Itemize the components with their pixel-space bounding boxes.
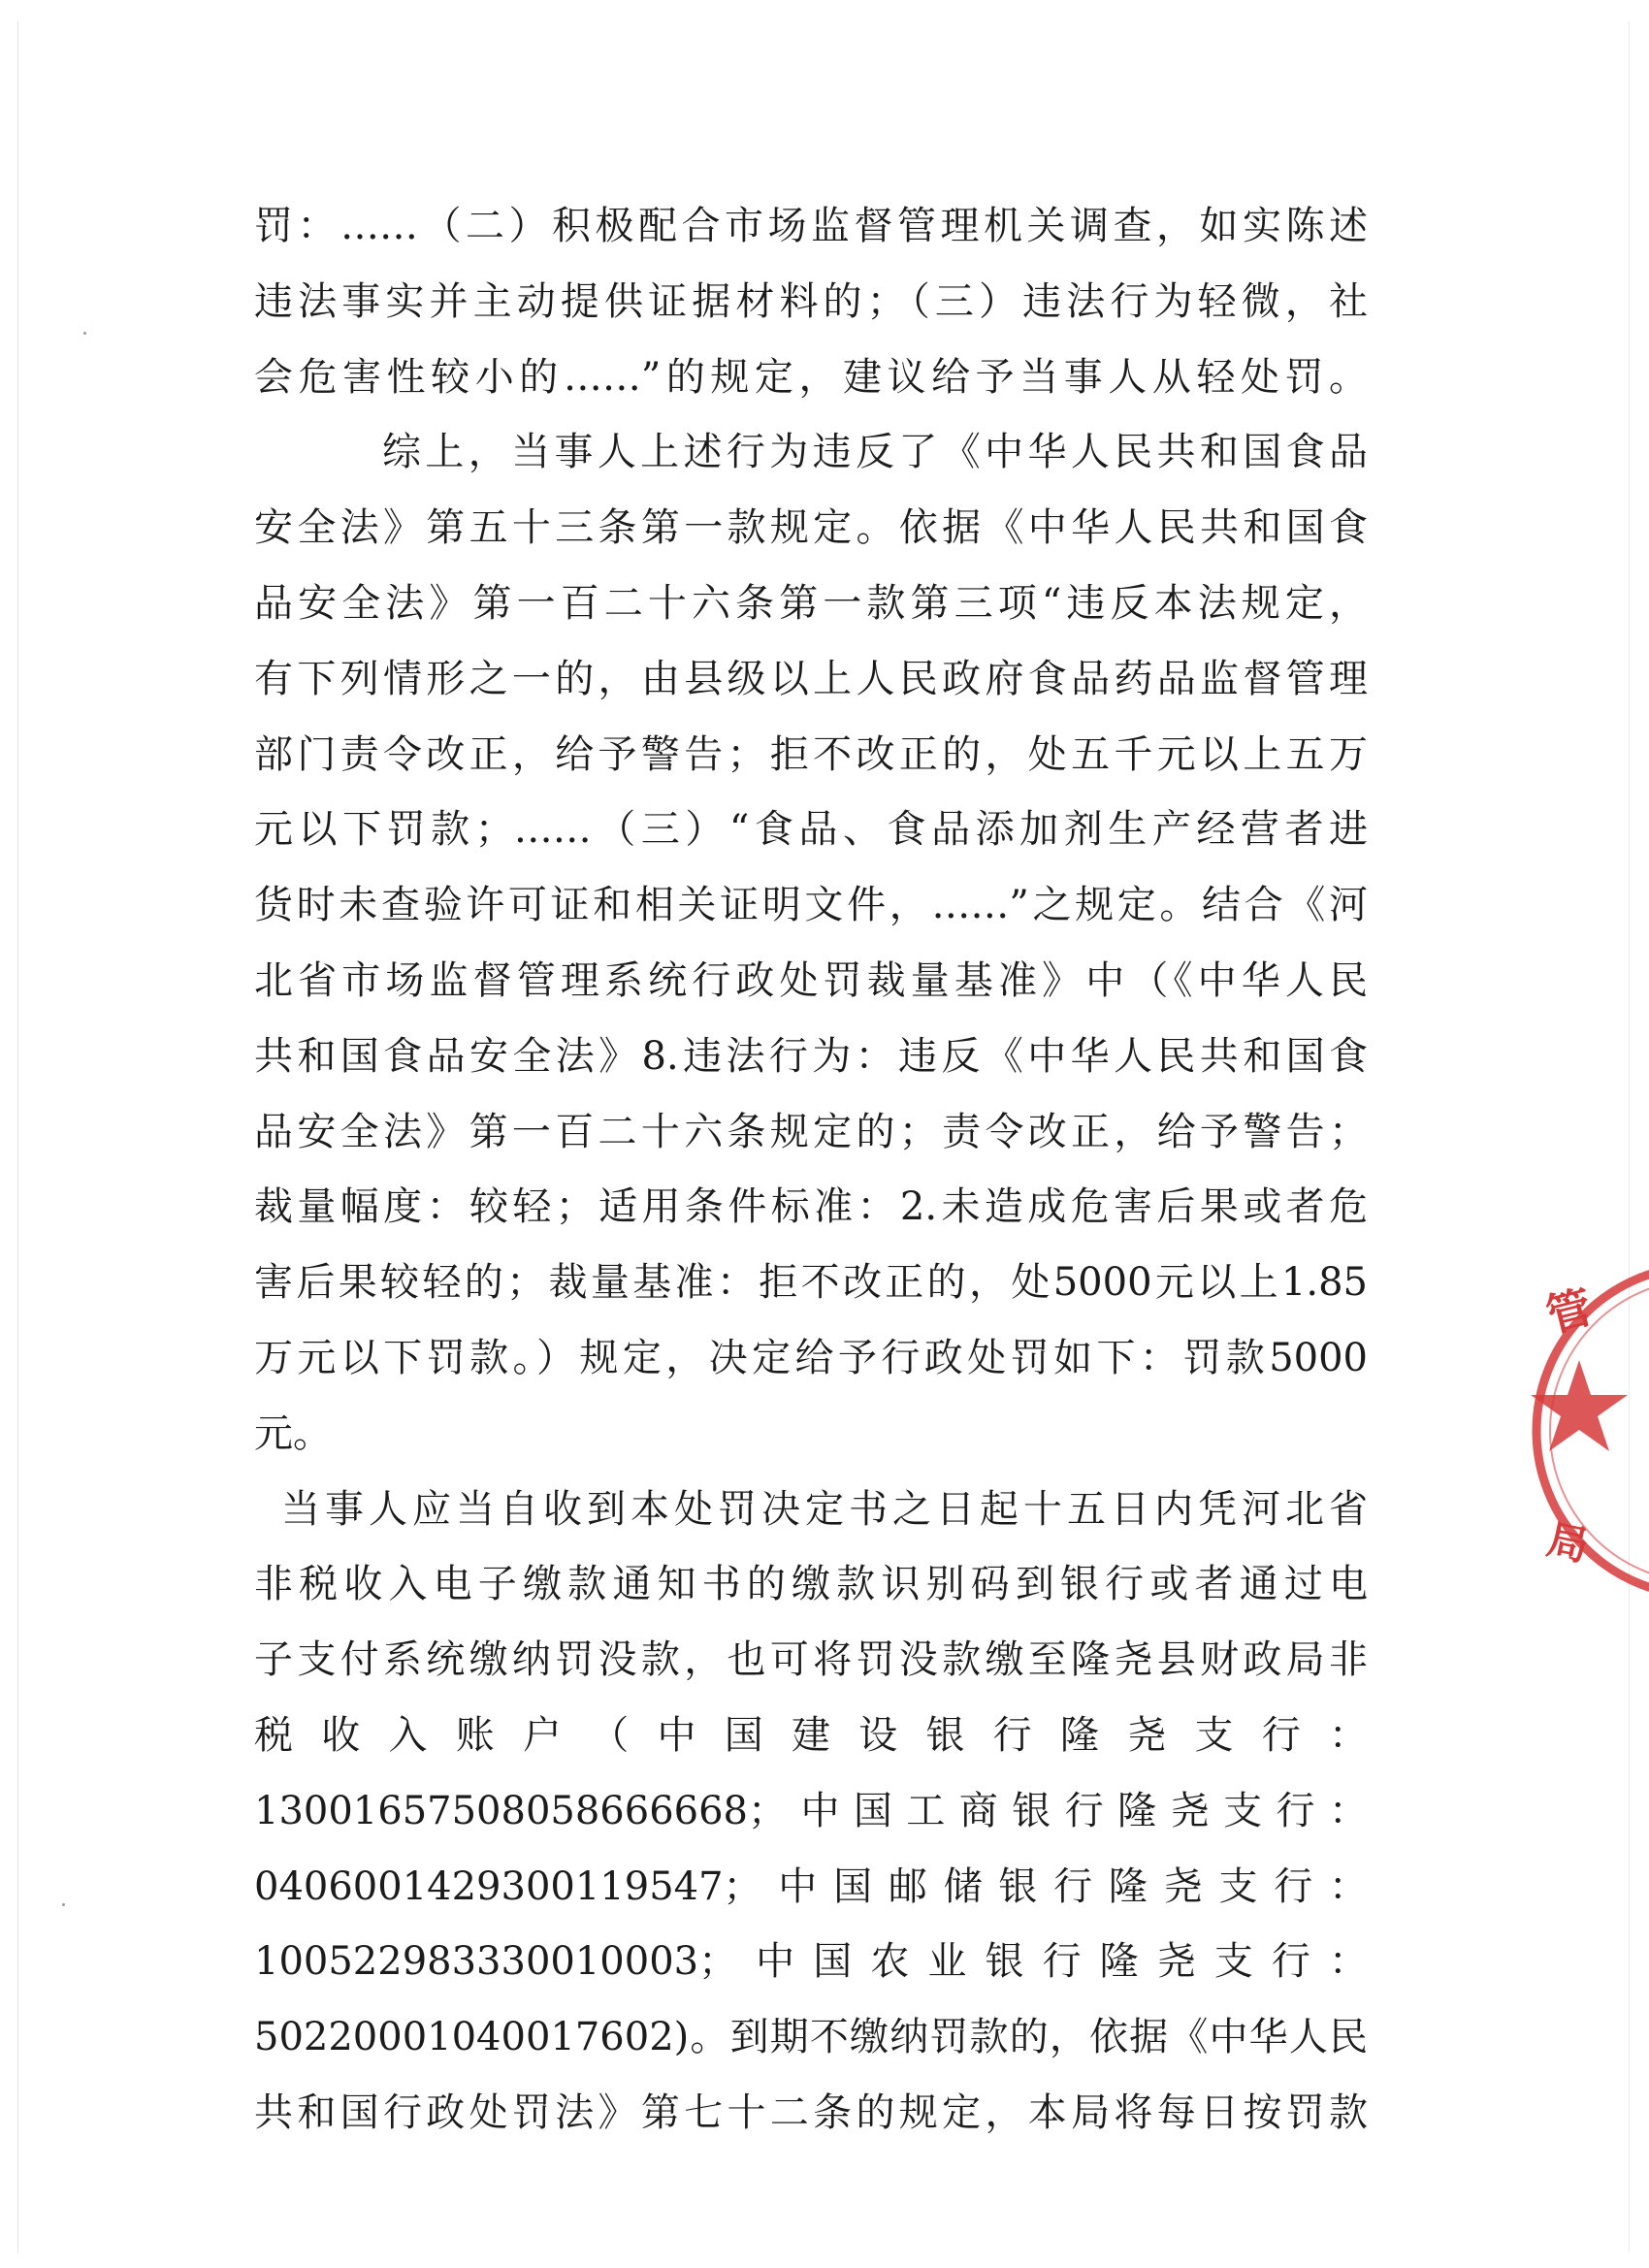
text-line: 害后果较轻的；裁量基准：拒不改正的，处5000元以上1.85 (254, 1260, 1368, 1306)
text-line: 非税收入电子缴款通知书的缴款识别码到银行或者通过电 (254, 1562, 1368, 1607)
text-line: 违法事实并主动提供证据材料的；（三）违法行为轻微，社 (254, 278, 1368, 324)
seal-character: 管 (1540, 1280, 1598, 1343)
official-seal (1509, 1251, 1649, 1610)
text-line: 品安全法》第一百二十六条规定的；责令改正，给予警告； (254, 1109, 1368, 1154)
text-line: 北省市场监督管理系统行政处罚裁量基准》中（《中华人民 (254, 957, 1368, 1003)
document-body (254, 189, 1368, 2152)
bank-account-line: 0406001429300119547；中国邮储银行隆尧支行： (254, 1863, 1368, 1909)
text-line: 共和国行政处罚法》第七十二条的规定，本局将每日按罚款 (254, 2090, 1368, 2135)
text-line: 部门责令改正，给予警告；拒不改正的，处五千元以上五万 (254, 731, 1368, 777)
text-line: 元以下罚款；……（三）“食品、食品添加剂生产经营者进 (254, 807, 1368, 853)
text-line: 税收入账户（中国建设银行隆尧支行： (254, 1712, 1368, 1758)
text-line: 万元以下罚款。）规定，决定给予行政处罚如下：罚款5000 (254, 1335, 1368, 1380)
text-line: 会危害性较小的……”的规定，建议给予当事人从轻处罚。 (254, 354, 1368, 400)
scan-speck (83, 332, 86, 335)
text-line: 元。 (254, 1410, 332, 1456)
text-line: 品安全法》第一百二十六条第一款第三项“违反本法规定， (254, 580, 1368, 626)
text-line: 共和国食品安全法》8.违法行为：违反《中华人民共和国食 (254, 1033, 1368, 1079)
bank-account-line: 13001657508058666668；中国工商银行隆尧支行： (254, 1788, 1368, 1833)
text-line: 货时未查验许可证和相关证明文件，……”之规定。结合《河 (254, 883, 1368, 928)
text-line: 安全法》第五十三条第一款规定。依据《中华人民共和国食 (254, 505, 1368, 551)
seal-character: 局 (1542, 1515, 1594, 1571)
text-line: 罚：……（二）积极配合市场监督管理机关调查，如实陈述 (254, 204, 1368, 248)
scan-speck (62, 1903, 65, 1906)
text-line: 裁量幅度：较轻；适用条件标准：2.未造成危害后果或者危 (254, 1184, 1368, 1230)
paragraph-start-line: 当事人应当自收到本处罚决定书之日起十五日内凭河北省 (281, 1486, 1368, 1532)
text-line: 子支付系统缴纳罚没款，也可将罚没款缴至隆尧县财政局非 (254, 1637, 1368, 1683)
text-line: 有下列情形之一的，由县级以上人民政府食品药品监督管理 (254, 656, 1368, 701)
paragraph-start-line: 综上，当事人上述行为违反了《中华人民共和国食品 (382, 430, 1368, 475)
text-line: 50220001040017602)。到期不缴纳罚款的，依据《中华人民 (254, 2015, 1368, 2060)
bank-account-line: 100522983330010003；中国农业银行隆尧支行： (254, 1939, 1368, 1985)
